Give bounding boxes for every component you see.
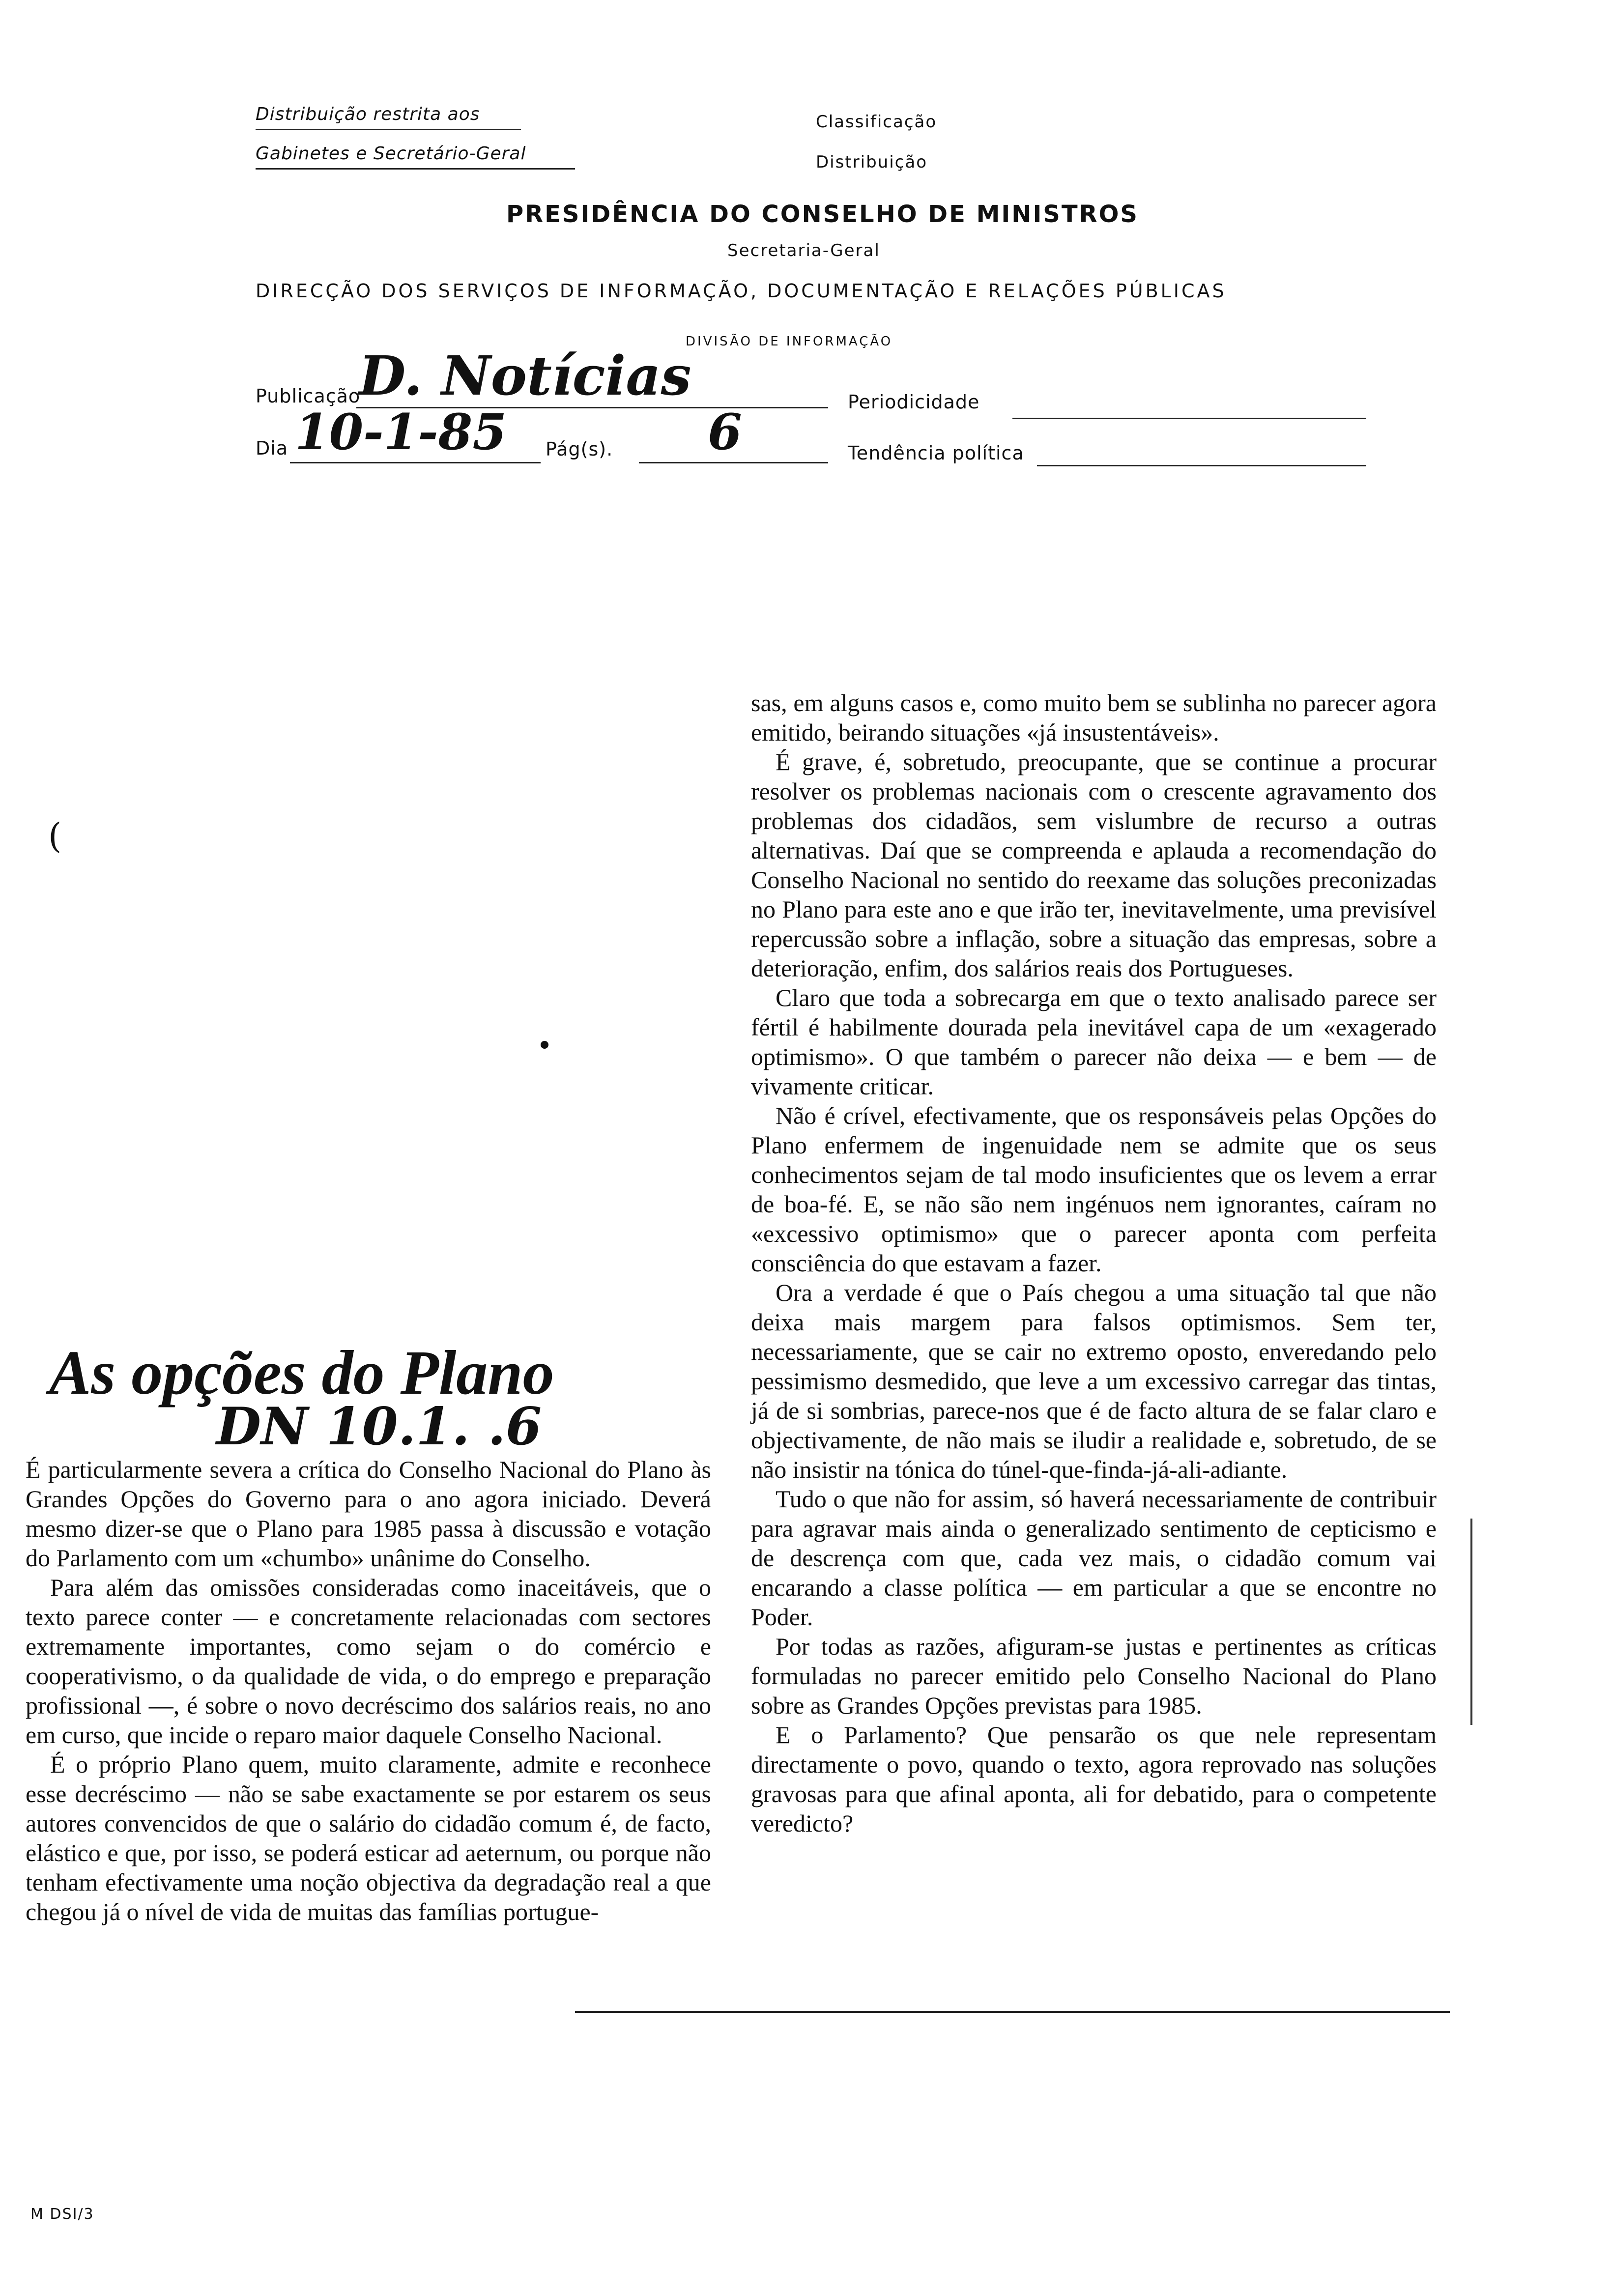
right-paragraph: Claro que toda a sobrecarga em que o texto analisado parece ser fértil é habilmente dourada pela inevitável capa de um «exagerado optimismo». O que também o parecer não deixa — e bem — de vivamente criticar. — [751, 984, 1437, 1100]
day-handwritten: 10-1-85 — [295, 403, 507, 461]
right-column-bottom-rule — [575, 2011, 1450, 2013]
secretariat-title: Secretaria-Geral — [727, 241, 880, 260]
right-paragraph: E o Parlamento? Que pensarão os que nele representam directamente o povo, quando o texto, agora reprovado nas soluções gravosas para que afinal aponta, ali for debatido, para o competente veredicto? — [751, 1721, 1437, 1837]
tendency-field-line — [1037, 465, 1366, 466]
right-paragraph: Não é crível, efectivamente, que os responsáveis pelas Opções do Plano enfermem de ingenuidade nem se admite que os seus conhecimentos sejam de tal modo insuficientes que os levem a errar de boa-fé. E, se não são nem ingénuos nem ignorantes, caíram no «excessivo optimismo» que o parecer aponta com perfeita consciência do que estavam a fazer. — [751, 1102, 1437, 1277]
distribution-label: Distribuição — [816, 152, 928, 172]
article-headline: As opções do Plano — [49, 1338, 554, 1407]
pages-field-line — [639, 462, 828, 463]
pages-label: Pág(s). — [546, 438, 613, 460]
day-field-line — [290, 462, 541, 463]
periodicity-label: Periodicidade — [848, 391, 980, 413]
right-paragraph: Por todas as razões, afiguram-se justas e pertinentes as críticas formuladas no parecer emitido pelo Conselho Nacional do Plano sobre as Grandes Opções previstas para 1985. — [751, 1633, 1437, 1719]
pages-handwritten: 6 — [708, 403, 742, 461]
right-paragraph: sas, em alguns casos e, como muito bem se sublinha no parecer agora emitido, beirando situações «já insustentáveis». — [751, 689, 1437, 746]
right-paragraph: É grave, é, sobretudo, preocupante, que se continue a procurar resolver os problemas nacionais com o crescente agravamento dos problemas dos cidadãos, sem vislumbre de recurso a outras alternativas. Daí que se compreenda e aplauda a recomendação do Conselho Nacional no sentido do reexame das soluções preconizadas no Plano para este ano e que irão ter, inevitavelmente, uma previsível repercussão sobre a inflação, sobre a situação das empresas, sobre a deterioração, enfim, dos salários reais dos Portugueses. — [751, 748, 1437, 982]
left-paragraph: Para além das omissões consideradas como inaceitáveis, que o texto parece conter — e concretamente relacionadas com sectores extremamente importantes, como sejam o do comércio e cooperativismo, o da qualidade de vida, o do emprego e preparação profissional —, é sobre o novo decréscimo dos salários reais, no ano em curso, que incide o reparo maior daquele Conselho Nacional. — [26, 1574, 711, 1749]
institution-title: PRESIDÊNCIA DO CONSELHO DE MINISTROS — [506, 201, 1139, 228]
distribution-underline-1 — [256, 129, 521, 130]
publication-handwritten: D. Notícias — [359, 344, 691, 407]
distribution-line-2: Gabinetes e Secretário-Geral — [256, 144, 526, 164]
periodicity-field-line — [1012, 418, 1366, 419]
distribution-underline-2 — [256, 168, 575, 170]
right-paragraph: Tudo o que não for assim, só haverá necessariamente de contribuir para agravar mais ainda o generalizado sentimento de cepticismo e de descrença com que, cada vez mais, o cidadão comum vai encarando a classe política — em particular a que se encontre no Poder. — [751, 1485, 1437, 1631]
directorate-title: DIRECÇÃO DOS SERVIÇOS DE INFORMAÇÃO, DOCUMENTAÇÃO E RELAÇÕES PÚBLICAS — [256, 280, 1227, 302]
left-paragraph: É o próprio Plano quem, muito claramente, admite e reconhece esse decréscimo — não se sabe exactamente se por estarem os seus autores convencidos de que o salário do cidadão comum é, de facto, elástico e que, por isso, se poderá esticar ad aeternum, ou porque não tenham efectivamente uma noção objectiva da degradação real a que chegou já o nível de vida de muitas das famílias portugue- — [26, 1751, 711, 1925]
day-label: Dia — [256, 437, 288, 459]
publication-label: Publicação — [256, 385, 361, 407]
form-code: M DSI/3 — [30, 2206, 94, 2223]
distribution-line-1: Distribuição restrita aos — [256, 104, 480, 124]
left-paragraph: É particularmente severa a crítica do Conselho Nacional do Plano às Grandes Opções do Governo para o ano agora iniciado. Deverá mesmo dizer-se que o Plano para 1985 passa à discussão e votação do Parlamento com um «chumbo» unânime do Conselho. — [26, 1456, 711, 1572]
stray-dot-mark — [541, 1041, 548, 1049]
right-paragraph: Ora a verdade é que o País chegou a uma situação tal que não deixa mais margem para falsos optimismos. Sem ter, necessariamente, que se cair no extremo oposto, enveredando pelo pessimismo desmedido, que leve a um excessivo carregar das tintas, já de si sombrias, parece-nos que é de facto altura de se falar claro e objectivamente, de não mais se iludir a realidade e, sobretudo, de se não insistir na tónica do túnel-que-finda-já-ali-adiante. — [751, 1279, 1437, 1483]
tendency-label: Tendência política — [848, 442, 1024, 464]
right-column — [751, 688, 1437, 1838]
margin-line-mark — [1470, 1519, 1472, 1725]
handwritten-reference: DN 10.1. .6 — [216, 1396, 542, 1457]
division-title: DIVISÃO DE INFORMAÇÃO — [686, 334, 893, 349]
stray-mark-bracket: ( — [48, 816, 62, 856]
left-column — [26, 1455, 711, 1926]
classification-label: Classificação — [816, 112, 937, 132]
